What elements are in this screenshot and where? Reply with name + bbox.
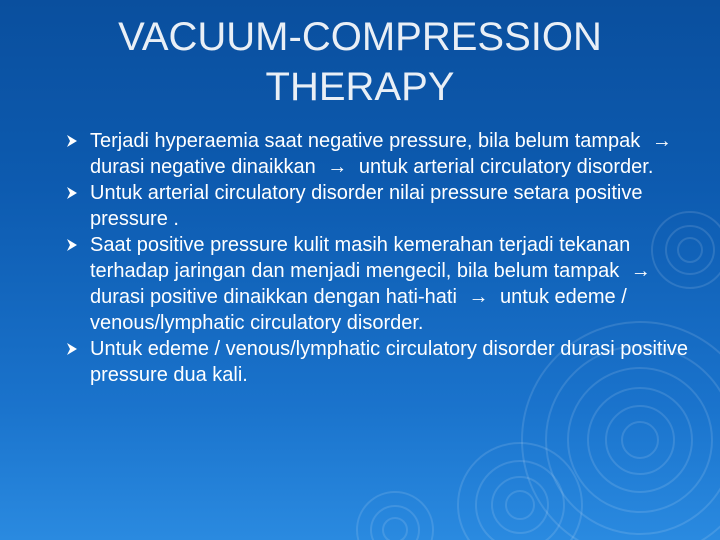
bullet-text: Saat positive pressure kulit masih kemerahan terjadi tekanan terhadap jaringan dan menjadi mengecil, bila belum tampak: [90, 234, 631, 282]
title-line-1: VACUUM-COMPRESSION: [118, 15, 602, 59]
right-arrow-icon: →: [468, 286, 489, 308]
arrowhead-bullet-icon: [66, 342, 78, 356]
bullet-text: Untuk arterial circulatory disorder nilai pressure setara positive pressure .: [90, 182, 643, 230]
bullet-text: durasi negative dinaikkan: [90, 156, 322, 178]
bullet-text: Untuk edeme / venous/lymphatic circulatory disorder durasi positive pressure dua kali.: [90, 338, 689, 386]
right-arrow-icon: →: [651, 130, 672, 152]
bullet-item: [16, 128, 696, 180]
arrowhead-bullet-icon: [66, 186, 78, 200]
bullet-text: Terjadi hyperaemia saat negative pressure, bila belum tampak: [90, 130, 646, 152]
title-line-2: THERAPY: [265, 65, 455, 109]
right-arrow-icon: →: [630, 260, 651, 282]
bullet-list: [16, 128, 696, 388]
slide-title: [40, 12, 680, 112]
bullet-item: [16, 180, 696, 232]
arrowhead-bullet-icon: [66, 134, 78, 148]
bullet-text: untuk edeme / venous/lymphatic circulatory disorder.: [90, 286, 627, 334]
right-arrow-icon: →: [327, 156, 348, 178]
bullet-item: [16, 232, 696, 336]
bullet-item: [16, 336, 696, 388]
bullet-text: durasi positive dinaikkan dengan hati-hati: [90, 286, 463, 308]
arrowhead-bullet-icon: [66, 238, 78, 252]
bullet-text: untuk arterial circulatory disorder.: [353, 156, 654, 178]
